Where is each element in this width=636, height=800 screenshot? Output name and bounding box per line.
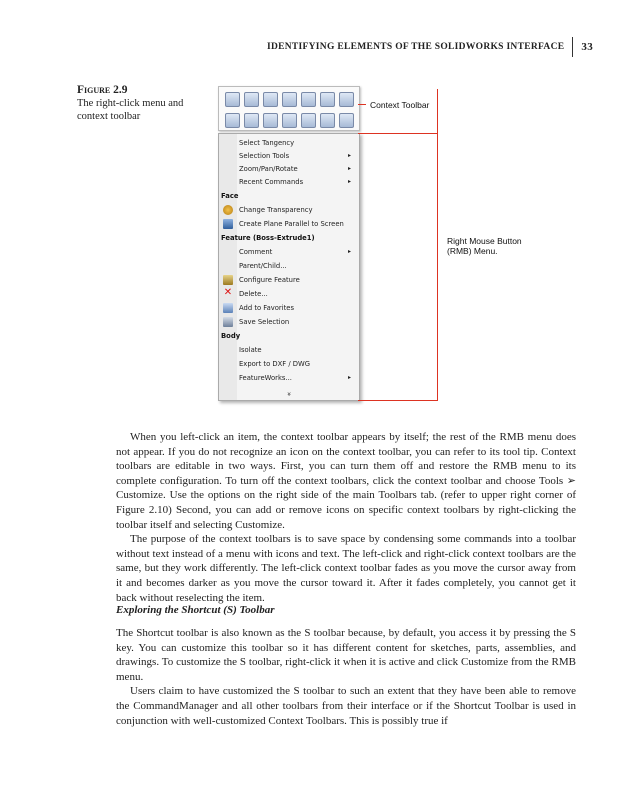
paragraph: Users claim to have customized the S toolbar to such an extent that they have been able to remove the CommandManager and all other toolbars from their interface or if the Shortcut Toolbar is used in conjunction with well-customized Context Toolbars. This is possibly true if (116, 685, 576, 727)
submenu-arrow-icon: ▸ (347, 248, 351, 255)
delete-icon: ✕ (223, 287, 233, 298)
menu-item-zoom-pan-rotate[interactable]: Zoom/Pan/Rotate ▸ (239, 165, 351, 173)
header-title: IDENTIFYING ELEMENTS OF THE SOLIDWORKS INTERFACE (267, 37, 573, 57)
submenu-arrow-icon: ▸ (347, 374, 351, 381)
plane-icon (223, 219, 233, 229)
body-text-block-2 (116, 626, 576, 728)
color-icon[interactable] (320, 92, 335, 107)
menu-item-recent-commands[interactable]: Recent Commands ▸ (239, 178, 351, 186)
menu-callout-line-top (358, 133, 438, 134)
save-selection-icon (223, 317, 233, 327)
section-face: Face (221, 192, 239, 200)
rmb-menu-callout: Right Mouse Button (RMB) Menu. (447, 236, 522, 256)
menu-gutter (219, 134, 237, 400)
transparency-icon (223, 205, 233, 215)
toolbar-row-2 (219, 108, 359, 129)
rollback-icon[interactable] (301, 92, 316, 107)
edit-feature-icon[interactable] (263, 92, 278, 107)
submenu-arrow-icon: ▸ (347, 178, 351, 185)
menu-item-selection-tools[interactable]: Selection Tools ▸ (239, 152, 351, 160)
sketch-icon[interactable] (244, 113, 259, 128)
figure-caption-text: The right-click menu and context toolbar (77, 98, 184, 122)
menu-item-parent-child[interactable]: Parent/Child... (239, 262, 287, 270)
figure-label: Figure 2.9 (77, 84, 128, 96)
suppress-icon[interactable] (282, 92, 297, 107)
measure-icon[interactable] (301, 113, 316, 128)
appearance-icon[interactable] (225, 92, 240, 107)
menu-item-create-plane[interactable]: Create Plane Parallel to Screen (239, 220, 344, 228)
menu-item-add-to-favorites[interactable]: Add to Favorites (239, 304, 295, 312)
expand-menu-icon[interactable]: » (285, 391, 293, 397)
menu-item-isolate[interactable]: Isolate (239, 346, 262, 354)
favorites-icon (223, 303, 233, 313)
view-orientation-icon[interactable] (339, 113, 354, 128)
section-view-icon[interactable] (320, 113, 335, 128)
context-toolbar[interactable] (218, 86, 360, 131)
toolbar-callout-line (358, 104, 366, 105)
body-text-block-1 (116, 430, 576, 605)
menu-callout-line-bottom (358, 400, 438, 401)
normal-to-icon[interactable] (225, 113, 240, 128)
menu-item-change-transparency[interactable]: Change Transparency (239, 206, 313, 214)
submenu-arrow-icon: ▸ (347, 152, 351, 159)
section-body: Body (221, 332, 241, 340)
zoom-selection-icon[interactable] (282, 113, 297, 128)
menu-item-featureworks[interactable]: FeatureWorks... ▸ (239, 374, 351, 382)
section-heading: Exploring the Shortcut (S) Toolbar (116, 604, 275, 616)
menu-item-export-dxf[interactable]: Export to DXF / DWG (239, 360, 311, 368)
paragraph: The purpose of the context toolbars is to save space by condensing some commands into a toolbar without text instead of a menu with icons and text. The left-click and right-click context toolbars are the same, but they work differently. The left-click context toolbar fades as you move the cursor away from it and becomes darker as you move the cursor toward it. After it fades completely, you cannot get it back without reselecting the item. (116, 533, 576, 604)
menu-item-configure-feature[interactable]: Configure Feature (239, 276, 300, 284)
toolbar-row-1 (219, 87, 359, 108)
rmb-menu (218, 133, 360, 401)
edit-sketch-icon[interactable] (244, 92, 259, 107)
running-header (267, 37, 593, 57)
menu-item-select-tangency[interactable]: Select Tangency (239, 139, 295, 147)
paragraph: The Shortcut toolbar is also known as the S toolbar because, by default, you access it by pressing the S key. You can customize this toolbar so it has different content for sketches, parts, assemblies, and drawings. To customize the S toolbar, right-click it when it is active and click Customize from the RMB menu. (116, 627, 576, 683)
menu-callout-line-right (437, 89, 438, 401)
menu-item-delete[interactable]: Delete... (239, 290, 268, 298)
paragraph: When you left-click an item, the context toolbar appears by itself; the rest of the RMB menu does not appear. If you do not recognize an icon on the context toolbar, you can refer to its tool tip. Context toolbars are editable in two ways. First, you can turn them off and restore the RMB menu to its complete configuration. To turn off the context toolbars, click the context toolbar and choose Tools ➢ Customize. Use the options on the right side of the main Toolbars tab. (refer to upper right corner of Figure 2.10) Second, you can add or remove icons on specific context toolbars by right-clicking the toolbar itself and selecting Customize. (116, 431, 576, 531)
page-number: 33 (581, 41, 593, 53)
submenu-arrow-icon: ▸ (347, 165, 351, 172)
menu-item-comment[interactable]: Comment ▸ (239, 248, 351, 256)
context-toolbar-callout: Context Toolbar (370, 100, 430, 110)
display-icon[interactable] (339, 92, 354, 107)
figure-caption (77, 84, 207, 123)
section-feature: Feature (Boss-Extrude1) (221, 234, 315, 242)
hide-icon[interactable] (263, 113, 278, 128)
menu-item-save-selection[interactable]: Save Selection (239, 318, 290, 326)
configure-icon (223, 275, 233, 285)
